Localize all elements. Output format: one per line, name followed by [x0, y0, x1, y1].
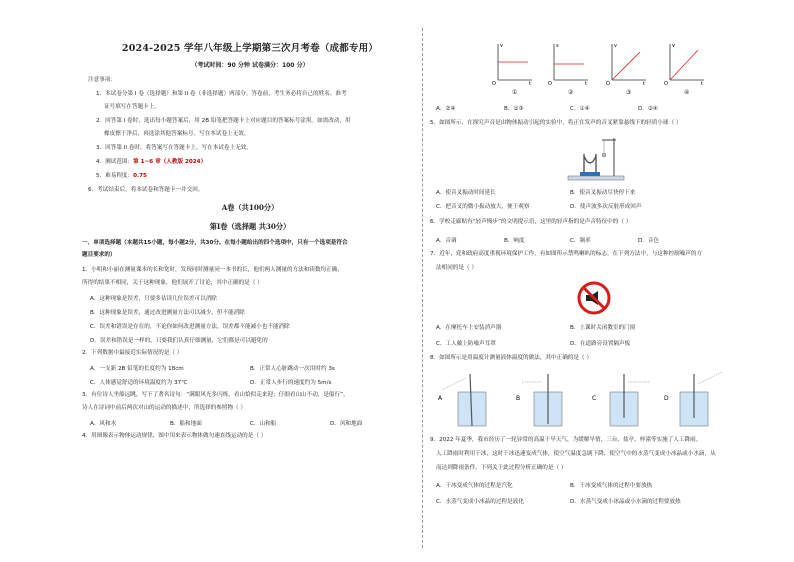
- section-a-title: A卷（共100分）: [221, 203, 279, 212]
- note-item: 1．本试卷分第 I 卷（选择题）和第 II 卷（非选择题）两部分。答卷前，考生务必将自己的姓名、准考: [96, 91, 347, 97]
- difficulty-value: 0.75: [133, 173, 147, 179]
- graph-label: ④: [684, 89, 690, 96]
- note-item: 证号填写在答题卡上。: [104, 104, 160, 110]
- note-item-label: 5．难易程度：: [96, 173, 134, 179]
- note-item-range: [96, 159, 206, 166]
- graph-2: [548, 40, 590, 85]
- exam-title: 2024-2025 学年八年级上学期第三次月考卷（成都专用）: [121, 43, 379, 54]
- q4-option-b: B．①③: [504, 106, 524, 112]
- q9-option-b: B．干冰变成气体的过程中要放热: [570, 483, 653, 489]
- q5-option-c: C．把音叉的微小振动放大，便于观察: [436, 204, 530, 210]
- q6-stem: 6．学校走廊贴有“轻声慢步”的文明提示语，这里的轻声指的是声音特征中的（ ）: [430, 219, 632, 225]
- graph-label: ③: [626, 89, 632, 96]
- q5-option-b: B．使音叉振动尽快停下来: [570, 190, 636, 196]
- q3-stem: 诗人在诗词中前后两次对山的运动的描述中，所选择的参照物（ ）: [82, 405, 246, 411]
- exam-subtitle: （考试时间：90 分钟 试卷满分：100 分）: [191, 62, 309, 69]
- tuning-fork-illustration: [566, 134, 628, 182]
- q6-option-c: C．频率: [570, 238, 591, 244]
- q5-stem: 5．如图所示，在探究声音是由物体振动引起的实验中，将正在发声的音叉紧靠悬线下的轻质小球（ ）: [430, 120, 682, 126]
- graph-label: ②: [568, 89, 574, 96]
- q7-option-b: B．上课时关闭教室的门窗: [570, 325, 636, 331]
- q7-stem: 法相同的是（ ）: [436, 265, 477, 271]
- q9-stem: 而达到降雨条件。下列关于此过程分析正确的是（ ）: [436, 465, 567, 471]
- q9-option-a: A．干冰变成气体的过程是汽化: [436, 483, 513, 489]
- q7-option-a: A．在摩托车上安装消声器: [436, 325, 502, 331]
- graph-1-origin: O: [492, 81, 496, 85]
- q9-option-d: D．水蒸气变成小冰晶或小水滴的过程要放热: [570, 499, 681, 505]
- graph-1-yaxis: v: [500, 43, 503, 49]
- graph-4-xaxis: t: [701, 81, 703, 85]
- q4-option-c: C．①④: [570, 106, 590, 112]
- q6-option-d: D．音色: [638, 238, 660, 244]
- q1-option-d: D．误差和错误是一样的，只要我们认真仔细测量，它们都是可以避免的: [90, 338, 268, 344]
- part1-title: 第Ⅰ卷（选择题 共30分）: [209, 222, 291, 231]
- q3-option-b: B．船和地面: [170, 421, 202, 427]
- q6-option-a: A．音调: [436, 238, 457, 244]
- note-item: 橡皮擦干净后，再选涂其他答案标号。写在本试卷上无效。: [104, 131, 250, 137]
- q7-stem: 7．近年，党和政府高度重视环境保护工作，有如图所示禁鸣喇叭的标志。在下列方法中，与这种控制噪声的方: [430, 251, 703, 257]
- q9-stem: 9．2022 年夏季，我市经历了一轮异常的高温干旱天气，为缓解旱情，三台、盐亭、梓潼等实施了人工降雨。: [430, 437, 702, 443]
- q8-label-a: A: [438, 395, 443, 402]
- q1-option-c: C．误差和错误是存在的，不论你如何改进测量方法，误差都不能减小也不能消除: [90, 324, 290, 330]
- q5-option-a: A．使音叉振动时间延长: [436, 190, 496, 196]
- graph-3: [606, 40, 648, 85]
- q3-option-d: D．风和地面: [330, 421, 363, 427]
- note-item-label: 4．测试范围：: [96, 159, 134, 165]
- instruction-line: 题目要求的）: [82, 252, 116, 258]
- graph-label: ①: [512, 89, 518, 96]
- no-horn-sign-icon: [576, 280, 612, 316]
- q6-option-b: B．响度: [504, 238, 525, 244]
- graph-3-xaxis: t: [643, 81, 645, 85]
- q4-option-a: A．②④: [436, 106, 456, 112]
- graph-2-origin: O: [548, 81, 552, 85]
- q4-stem: 4．用图像表示物体运动规律，图中用来表示物体做匀速直线运动的是（ ）: [82, 433, 267, 439]
- q2-option-d: D．正常人步行的速度约为 5m/s: [250, 380, 332, 386]
- q1-stem: 1．小明和小丽在测量课本的长和宽时，发现同时测量同一本书的长，他们两人测量的方法和读数均正确，: [82, 267, 343, 273]
- q2-option-c: C．人体感觉舒适的环境温度约为 37℃: [90, 380, 188, 386]
- q8-stem: 8．如图所示是用温度计测量液体温度的做法，其中正确的是（ ）: [430, 355, 592, 361]
- q1-stem: 所得的结果不相同，关于这种现象，他们展开了讨论，其中正确的是（ ）: [82, 280, 263, 286]
- note-item: 6．考试结束后，将本试卷和答题卡一并交回。: [88, 187, 204, 193]
- graph-2-xaxis: t: [585, 81, 587, 85]
- q3-option-a: A．风和水: [90, 421, 117, 427]
- note-item: 3．回答第 II 卷时，将答案写在答题卡上。写在本试卷上无效。: [96, 145, 252, 151]
- q7-option-d: D．在道路旁设置隔声板: [570, 341, 631, 347]
- q1-option-b: B．这种现象是误差，通过改进测量方法可以减少，但不能消除: [90, 310, 245, 316]
- graph-4: [664, 40, 706, 85]
- q9-option-c: C．水蒸气变成小冰晶的过程是液化: [436, 499, 524, 505]
- graph-2-yaxis: s: [556, 43, 559, 49]
- range-value: 第 1~6 章（人教版 2024）: [133, 159, 207, 165]
- q5-option-d: D．使声波多次反射形成回声: [570, 204, 642, 210]
- graph-3-origin: O: [606, 81, 610, 85]
- q8-label-c: C: [592, 395, 597, 402]
- q7-option-c: C．工人戴上防噪声耳罩: [436, 341, 496, 347]
- q8-label-d: D: [664, 395, 669, 402]
- q9-stem: 人工降雨时利用干冰，这时干冰迅速变成气体，使空气温度急剧下降，使空气中的水蒸气变成小冰晶或小水滴，从: [436, 451, 716, 457]
- graph-1-xaxis: t: [529, 81, 531, 85]
- q3-stem: 3．有位诗人坐船远眺，写下了著名诗句：“满眼风光多闪烁，看山恰似走来迎；仔细看山山不动，是船行”，: [82, 392, 349, 398]
- q1-option-a: A．这种现象是误差，只要多估读几位误差可以消除: [90, 296, 217, 302]
- graph-4-yaxis: v: [672, 43, 675, 49]
- graph-1: [492, 40, 534, 85]
- instruction-line: 一、单项选择题（本题共15小题，每小题2分，共30分。在每小题给出的四个选项中，只有一个选项是符合: [82, 240, 348, 246]
- column-divider: [422, 28, 423, 548]
- q2-option-b: B．正常人心脏跳动一次用时约 3s: [250, 366, 335, 372]
- q2-stem: 2．下列数据中最接近实际情况的是（ ）: [82, 350, 183, 356]
- q2-option-a: A．一支新 2B 铅笔的长度约为 18cm: [90, 366, 184, 372]
- thermometer-figures: [436, 370, 726, 430]
- q8-label-b: B: [516, 395, 521, 402]
- q4-option-d: D．②④: [638, 106, 658, 112]
- graph-4-origin: O: [664, 81, 668, 85]
- graph-3-yaxis: v: [614, 43, 617, 49]
- note-item-difficulty: [96, 173, 147, 180]
- notes-heading: 注意事项：: [88, 77, 116, 83]
- note-item: 2．回答第 I 卷时，选出每小题答案后，用 2B 铅笔把答题卡上对应题目的答案标号涂黑。如需改动，用: [96, 118, 351, 124]
- q3-option-c: C．山和船: [250, 421, 277, 427]
